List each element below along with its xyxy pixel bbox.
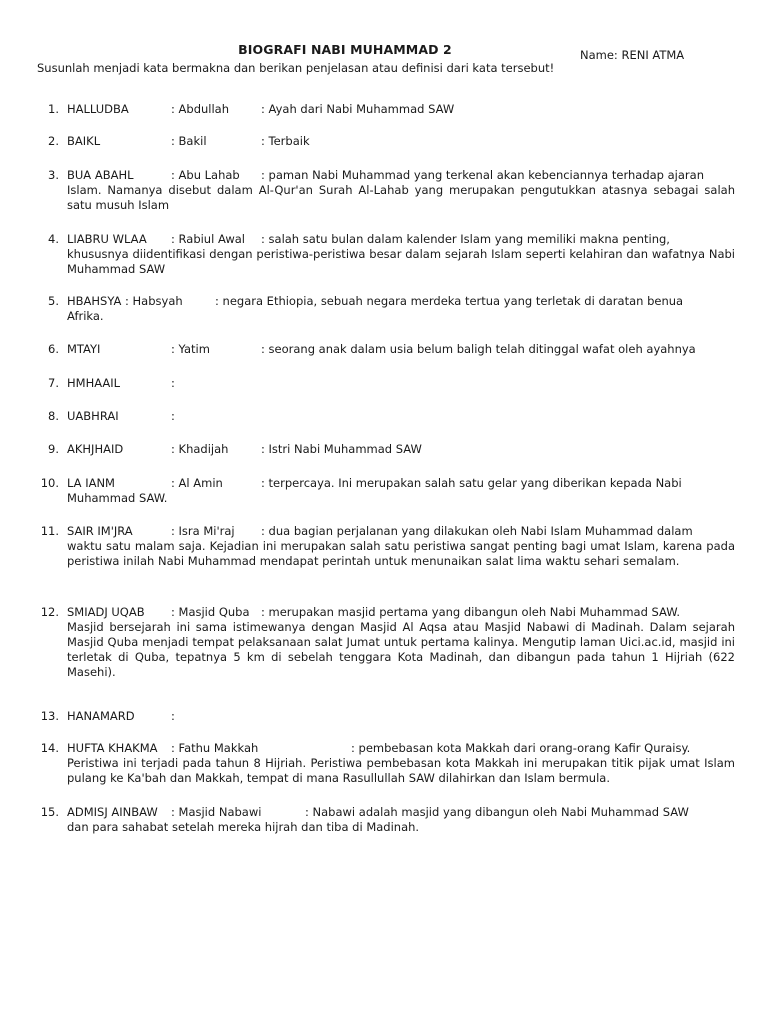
- definition-text: : negara Ethiopia, sebuah negara merdeka tertua yang terletak di daratan benua: [215, 294, 684, 308]
- definition-continuation: Muhammad SAW.: [67, 491, 168, 505]
- scrambled-word: BUA ABAHL: [67, 168, 134, 182]
- answer-text: : Masjid Quba: [171, 605, 250, 619]
- scrambled-word: LIABRU WLAA: [67, 232, 147, 246]
- list-item: [40, 805, 735, 836]
- item-number: 9.: [48, 442, 59, 456]
- item-number: 15.: [40, 805, 59, 819]
- answer-text: : Yatim: [171, 342, 210, 356]
- scrambled-word: LA IANM: [67, 476, 115, 490]
- scrambled-word: MTAYI: [67, 342, 101, 356]
- answer-text: :: [171, 709, 175, 723]
- list-item: [40, 605, 735, 682]
- scrambled-word: HUFTA KHAKMA: [67, 741, 158, 755]
- item-number: 8.: [48, 409, 59, 423]
- definition-text: : pembebasan kota Makkah dari orang-orang Kafir Quraisy.: [351, 741, 691, 755]
- scrambled-word: ADMISJ AINBAW: [67, 805, 158, 819]
- scrambled-word: AKHJHAID: [67, 442, 124, 456]
- list-item: [48, 102, 735, 118]
- answer-text: : Fathu Makkah: [171, 741, 259, 755]
- list-item: [40, 709, 735, 725]
- definition-text: : Terbaik: [261, 134, 310, 148]
- answer-text: :: [171, 409, 175, 423]
- item-number: 11.: [40, 524, 59, 538]
- answer-text: : Isra Mi'raj: [171, 524, 235, 538]
- item-number: 4.: [48, 232, 59, 246]
- definition-text: : terpercaya. Ini merupakan salah satu gelar yang diberikan kepada Nabi: [261, 476, 682, 490]
- item-number: 14.: [40, 741, 59, 755]
- item-number: 1.: [48, 102, 59, 116]
- definition-text: : dua bagian perjalanan yang dilakukan oleh Nabi Islam Muhammad dalam: [261, 524, 693, 538]
- item-number: 12.: [40, 605, 59, 619]
- answer-text: : Al Amin: [171, 476, 223, 490]
- item-number: 2.: [48, 134, 59, 148]
- answer-text: : Masjid Nabawi: [171, 805, 262, 819]
- list-item: [48, 442, 735, 458]
- student-name: Name: RENI ATMA: [580, 48, 685, 62]
- item-number: 6.: [48, 342, 59, 356]
- definition-continuation: dan para sahabat setelah mereka hijrah dan tiba di Madinah.: [67, 820, 420, 834]
- definition-continuation: khususnya diidentifikasi dengan peristiwa-peristiwa besar dalam sejarah Islam seperti kelahiran dan wafatnya Nabi Muhammad SAW: [67, 247, 735, 276]
- item-number: 7.: [48, 376, 59, 390]
- scrambled-word: SAIR IM'JRA: [67, 524, 133, 538]
- definition-continuation: Afrika.: [67, 309, 104, 323]
- definition-text: : salah satu bulan dalam kalender Islam yang memiliki makna penting,: [261, 232, 670, 246]
- scrambled-word: HBAHSYA: [67, 294, 122, 308]
- list-item: [48, 294, 735, 325]
- scrambled-word: HMHAAIL: [67, 376, 121, 390]
- scrambled-word: HALLUDBA: [67, 102, 129, 116]
- definition-text: : seorang anak dalam usia belum baligh telah ditinggal wafat oleh ayahnya: [261, 342, 696, 356]
- definition-text: : paman Nabi Muhammad yang terkenal akan kebenciannya terhadap ajaran: [261, 168, 704, 182]
- scrambled-word: BAIKL: [67, 134, 101, 148]
- answer-text: : Bakil: [171, 134, 207, 148]
- definition-continuation: waktu satu malam saja. Kejadian ini merupakan salah satu peristiwa sangat penting bagi umat Islam, karena pada peristiwa inilah Nabi Muhammad mendapat perintah untuk menunaikan salat lima waktu sehari semalam.: [67, 539, 735, 568]
- list-item: [48, 376, 735, 392]
- list-item: [40, 741, 735, 787]
- answer-text: : Abu Lahab: [171, 168, 240, 182]
- item-number: 3.: [48, 168, 59, 182]
- item-number: 5.: [48, 294, 59, 308]
- answer-text: : Habsyah: [125, 294, 183, 308]
- definition-text: : merupakan masjid pertama yang dibangun oleh Nabi Muhammad SAW.: [261, 605, 680, 619]
- definition-continuation: Masjid bersejarah ini sama istimewanya dengan Masjid Al Aqsa atau Masjid Nabawi di Madinah. Dalam sejarah Masjid Quba menjadi tempat pelaksanaan salat Jumat untuk pertama kalinya. Mengutip laman Uici.ac.id, masjid ini terletak di Quba, tepatnya 5 km di sebelah tenggara Kota Madinah, dan dibangun pada tahun 1 Hijriah (622 Masehi).: [67, 620, 735, 679]
- scrambled-word: HANAMARD: [67, 709, 135, 723]
- list-item: [40, 476, 735, 507]
- list-item: [48, 342, 735, 358]
- definition-text: : Ayah dari Nabi Muhammad SAW: [261, 102, 455, 116]
- definition-continuation: Peristiwa ini terjadi pada tahun 8 Hijriah. Peristiwa pembebasan kota Makkah ini merupakan titik pijak umat Islam pulang ke Ka'bah dan Makkah, tempat di mana Rasullullah SAW dilahirkan dan Islam bermula.: [67, 756, 735, 785]
- answer-text: : Khadijah: [171, 442, 229, 456]
- scrambled-word: SMIADJ UQAB: [67, 605, 145, 619]
- answer-text: :: [171, 376, 175, 390]
- list-item: [40, 524, 735, 586]
- instruction-text: Susunlah menjadi kata bermakna dan berikan penjelasan atau definisi dari kata tersebut!: [37, 61, 555, 75]
- list-item: [48, 409, 735, 425]
- list-item: [48, 134, 735, 150]
- answer-text: : Rabiul Awal: [171, 232, 245, 246]
- definition-text: : Istri Nabi Muhammad SAW: [261, 442, 422, 456]
- definition-text: : Nabawi adalah masjid yang dibangun oleh Nabi Muhammad SAW: [305, 805, 689, 819]
- item-number: 13.: [40, 709, 59, 723]
- definition-continuation: Islam. Namanya disebut dalam Al-Qur'an Surah Al-Lahab yang merupakan pengutukkan atasnya sebagai salah satu musuh Islam: [67, 183, 735, 212]
- answer-text: : Abdullah: [171, 102, 230, 116]
- list-item: [48, 168, 735, 214]
- scrambled-word: UABHRAI: [67, 409, 119, 423]
- item-number: 10.: [40, 476, 59, 490]
- page-title: BIOGRAFI NABI MUHAMMAD 2: [238, 42, 452, 57]
- list-item: [48, 232, 735, 278]
